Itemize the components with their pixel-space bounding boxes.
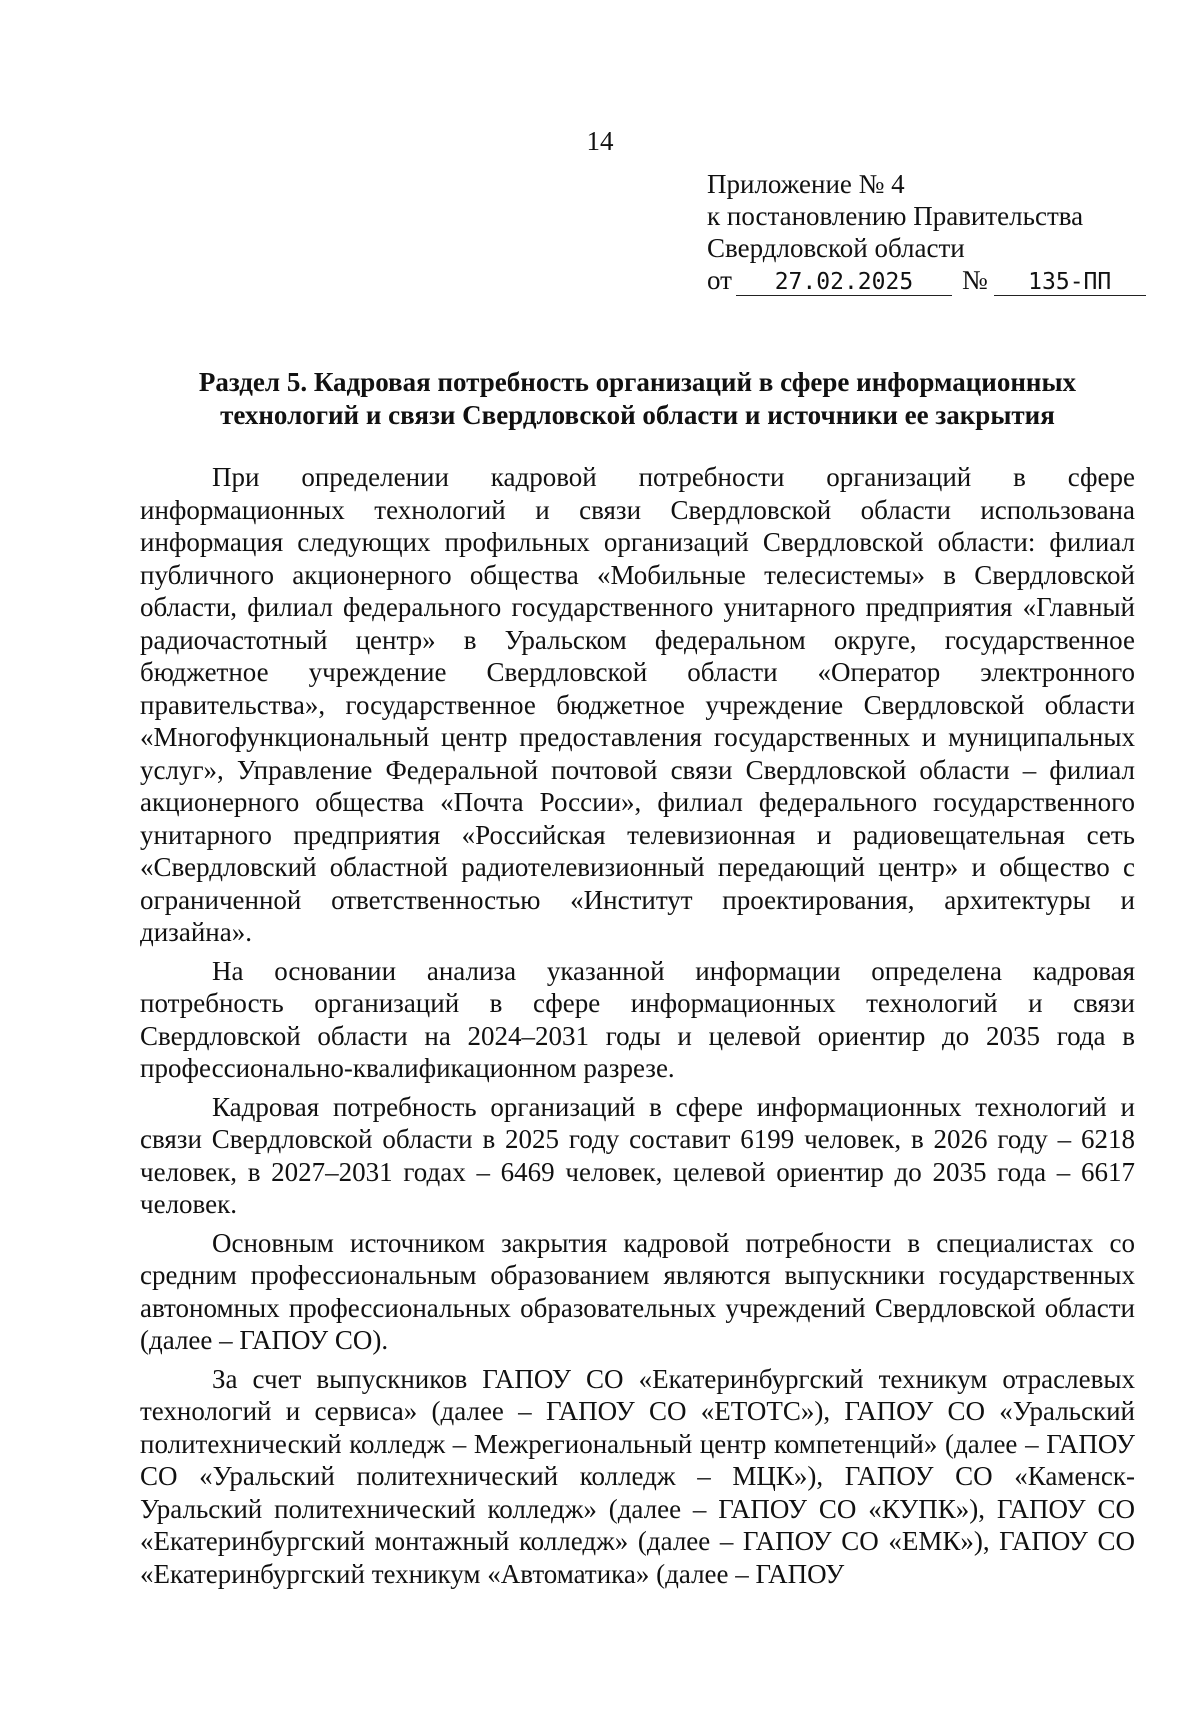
paragraph-organizations: При определении кадровой потребности организаций в сфере информационных технологий и связи Свердловской области использована информация следующих профильных организаций Свердловской области: филиал публичного акционерного общества «Мобильные телесистемы» в Свердловской области, филиал федерального государственного унитарного предприятия «Главный радиочастотный центр» в Уральском федеральном округе, государственное бюджетное учреждение Свердловской области «Оператор электронного правительства», государственное бюджетное учреждение Свердловской области «Многофункциональный центр предоставления государственных и муниципальных услуг», Управление Федеральной почтовой связи Свердловской области – филиал акционерного общества «Почта России», филиал федерального государственного унитарного предприятия «Российская телевизионная и радиовещательная сеть «Свердловский областной радиотелевизионный передающий центр» и общество с ограниченной ответственностью «Институт проектирования, архитектуры и дизайна». [140,462,1135,947]
section-heading [140,366,1135,432]
resolution-number: 135-ПП [994,269,1146,296]
appendix-block [707,168,1146,296]
resolution-date: 27.02.2025 [736,269,952,296]
appendix-date-number-line [707,264,1146,296]
paragraph-analysis: На основании анализа указанной информации определена кадровая потребность организаций в сфере информационных технологий и связи Свердловской области на 2024–2031 годы и целевой ориентир до 2035 года в профессионально-квалификационном разрезе. [140,955,1135,1083]
paragraph-main-source: Основным источником закрытия кадровой потребности в специалистах со средним профессиональным образованием являются выпускники государственных автономных профессиональных образовательных учреждений Свердловской области (далее – ГАПОУ СО). [140,1227,1135,1355]
section-heading-line-1: Раздел 5. Кадровая потребность организаций в сфере информационных [198,367,1077,397]
page-number: 14 [586,126,614,156]
number-sign: № [961,265,988,295]
paragraph-demand-figures: Кадровая потребность организаций в сфере информационных технологий и связи Свердловской области в 2025 году составит 6199 человек, в 2026 году – 6218 человек, в 2027–2031 годах – 6469 человек, целевой ориентир до 2035 года – 6617 человек. [140,1091,1135,1219]
appendix-title: Приложение № 4 [707,169,905,199]
appendix-resolution-line: к постановлению Правительства [707,201,1084,231]
body-text [140,461,1135,1596]
section-heading-line-2: технологий и связи Свердловской области и источники ее закрытия [220,400,1055,430]
date-prefix: от [707,265,732,295]
appendix-region-line: Свердловской области [707,233,965,263]
paragraph-graduates: За счет выпускников ГАПОУ СО «Екатеринбургский техникум отраслевых технологий и сервиса» (далее – ГАПОУ СО «ЕТОТС»), ГАПОУ СО «Уральский политехнический колледж – Межрегиональный центр компетенций» (далее – ГАПОУ СО «Уральский политехнический колледж – МЦК»), ГАПОУ СО «Каменск-Уральский политехнический колледж» (далее – ГАПОУ СО «КУПК»), ГАПОУ СО «Екатеринбургский монтажный колледж» (далее – ГАПОУ СО «ЕМК»), ГАПОУ СО «Екатеринбургский техникум «Автоматика» (далее – ГАПОУ [140,1363,1135,1589]
